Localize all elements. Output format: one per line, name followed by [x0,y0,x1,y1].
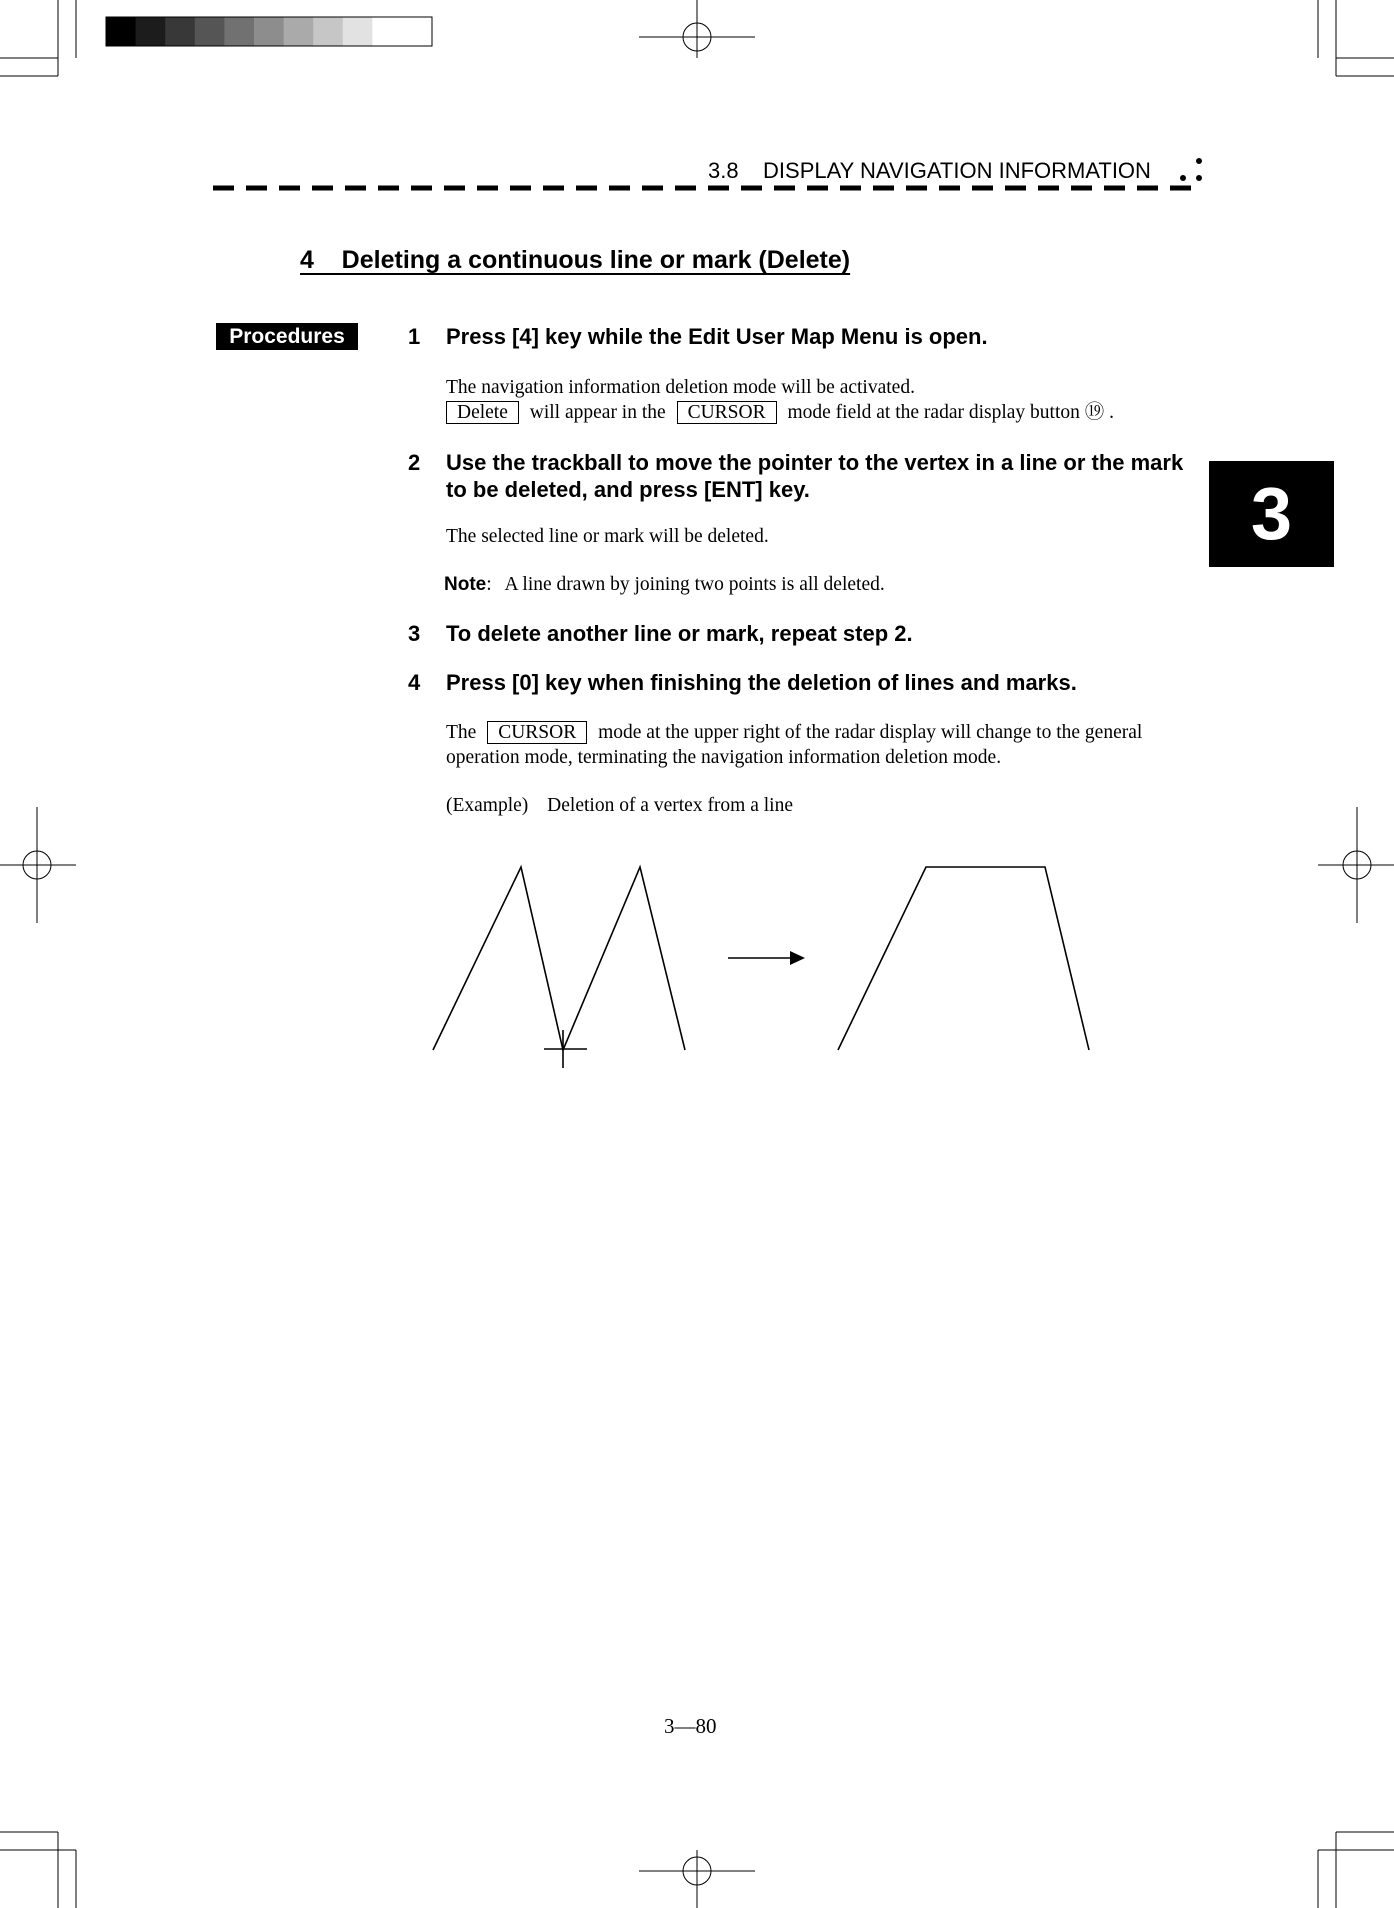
step-4-body-line2: operation mode, terminating the navigation information deletion mode. [446,747,1002,768]
registration-mark-right [1318,807,1394,923]
step-1-will-appear: will appear in the [529,402,666,423]
gray-swatch [372,17,402,46]
line-after-deletion [838,867,1089,1050]
example-caption [446,793,793,818]
gray-swatch [254,17,284,46]
crop-mark-top-right [1318,0,1394,76]
step-1-number: 1 [408,324,421,349]
step-4-title: Press [0] key when finishing the deletion of lines and marks. [446,670,1077,695]
step-1-mode-field: mode field at the radar display button [787,402,1080,423]
gray-swatch [313,17,343,46]
gray-swatch [136,17,166,46]
step-2-body: The selected line or mark will be deleted. [446,526,769,547]
registration-mark-top [639,0,755,58]
button-19-ref: ⑲ [1084,402,1105,423]
step-4-body-rest: mode at the upper right of the radar display will change to the general [598,722,1143,743]
section-title: 4 Deleting a continuous line or mark (Delete) [300,246,851,274]
step-2-note [444,572,885,597]
step-1-title: Press [4] key while the Edit User Map Menu is open. [446,324,988,349]
example-diagram [433,867,1089,1068]
step-4-the: The [446,722,477,743]
gray-swatch [106,17,136,46]
gray-swatch [284,17,314,46]
note-label: Note [444,574,487,595]
cursor-mode-box: CURSOR [677,401,777,424]
example-label: (Example) [446,795,529,816]
note-text: A line drawn by joining two points is all deleted. [504,574,885,595]
step-4-body [446,720,1142,745]
registration-mark-left [0,807,76,923]
crop-mark-top-left [0,0,76,76]
cursor-mode-box-2: CURSOR [487,721,587,744]
gray-swatch [224,17,254,46]
registration-mark-bottom [639,1850,755,1908]
gray-scale-bar [106,17,403,46]
step-1-body-line2 [446,400,1114,425]
example-text: Deletion of a vertex from a line [547,795,793,816]
gray-swatch [165,17,195,46]
step-3-number: 3 [408,621,421,646]
note-colon: : [486,574,492,595]
delete-mode-box: Delete [446,401,519,424]
step-2-number: 2 [408,450,421,475]
gray-swatch [195,17,225,46]
arrowhead-icon [790,951,805,965]
chapter-tab: 3 [1209,461,1334,567]
step-2-title-line2: to be deleted, and press [ENT] key. [446,477,810,502]
crop-mark-bottom-right [1318,1832,1394,1908]
step-2-title-line1: Use the trackball to move the pointer to the vertex in a line or the mark [446,450,1184,475]
running-header: 3.8 DISPLAY NAVIGATION INFORMATION [708,158,1151,183]
line-before-deletion [433,867,685,1050]
header-dots-icon [1180,158,1202,181]
step-1-body: The navigation information deletion mode will be activated. [446,377,915,398]
step-1-period: . [1109,402,1115,423]
gray-swatch [343,17,373,46]
step-3-title: To delete another line or mark, repeat step 2. [446,621,913,646]
step-4-number: 4 [408,670,421,695]
crop-mark-bottom-left [0,1832,76,1908]
procedures-badge: Procedures [216,323,358,350]
cursor-cross-icon [544,1030,587,1068]
page-number: 3—80 [664,1714,717,1738]
